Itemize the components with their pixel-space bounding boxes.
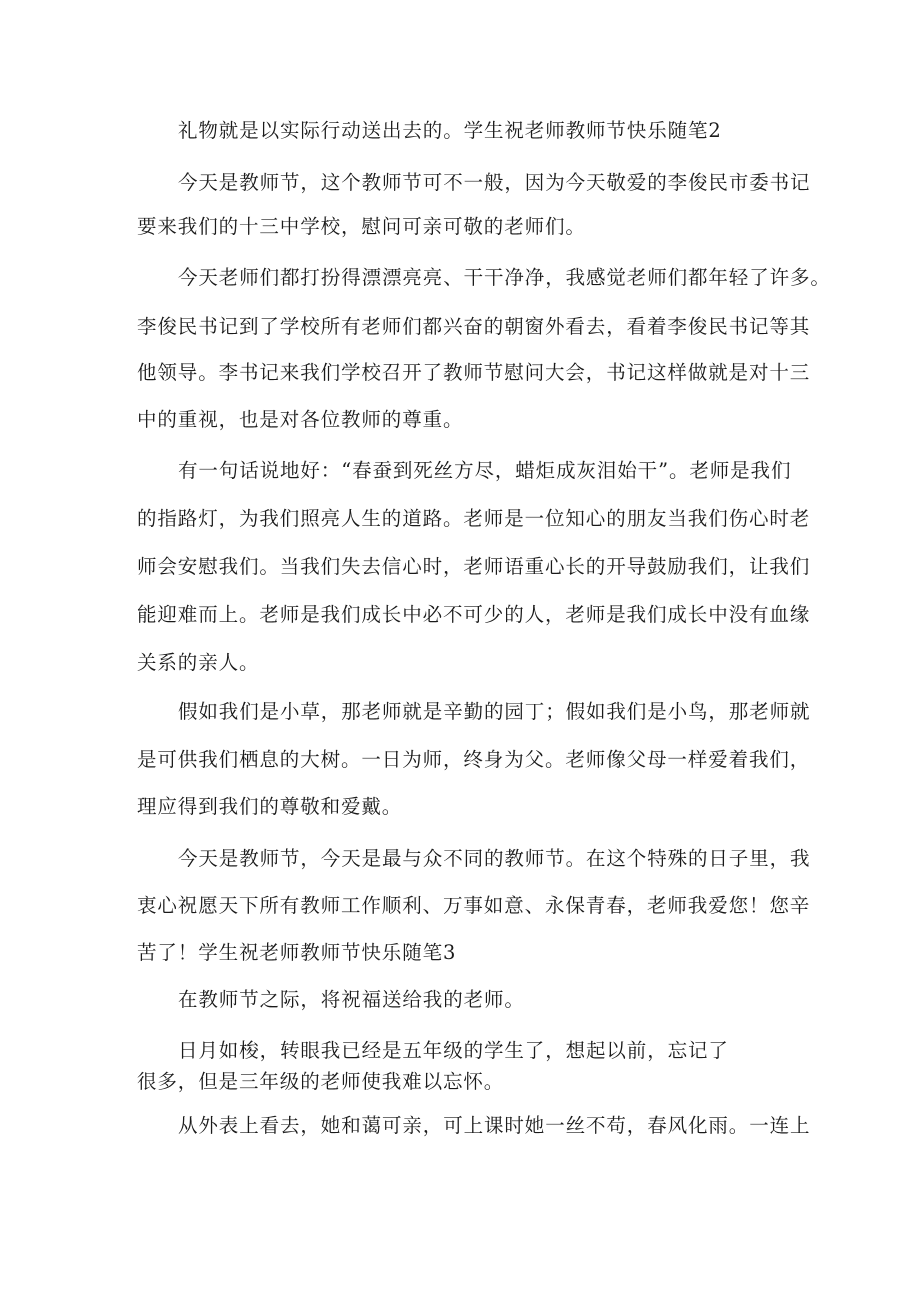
text-line: 今天是教师节，今天是最与众不同的教师节。在这个特殊的日子里，我 xyxy=(178,847,811,870)
text-line: 在教师节之际，将祝福送给我的老师。 xyxy=(178,988,525,1011)
text-line: 今天老师们都打扮得漂漂亮亮、干干净净，我感觉老师们都年轻了许多。 xyxy=(178,266,831,289)
text-line: 日月如梭，转眼我已经是五年级的学生了，想起以前，忘记了 xyxy=(178,1039,729,1062)
text-line: 李俊民书记到了学校所有老师们都兴奋的朝窗外看去，看着李俊民书记等其 xyxy=(137,315,811,338)
text-line: 的指路灯，为我们照亮人生的道路。老师是一位知心的朋友当我们伤心时老 xyxy=(137,507,811,530)
text-line: 理应得到我们的尊敬和爱戴。 xyxy=(137,795,403,818)
text-line: 能迎难而上。老师是我们成长中必不可少的人，老师是我们成长中没有血缘 xyxy=(137,603,811,626)
text-line: 礼物就是以实际行动送出去的。学生祝老师教师节快乐随笔2 xyxy=(178,119,722,142)
text-line: 今天是教师节，这个教师节可不一般，因为今天敬爱的李俊民市委书记 xyxy=(178,171,811,194)
text-line: 他领导。李书记来我们学校召开了教师节慰问大会，书记这样做就是对十三 xyxy=(137,361,811,384)
text-line: 有一句话说地好：“春蚕到死丝方尽，蜡炬成灰泪始干”。老师是我们 xyxy=(178,459,792,482)
text-line: 衷心祝愿天下所有教师工作顺利、万事如意、永保青春，老师我爱您！您辛 xyxy=(137,894,811,917)
text-line: 是可供我们栖息的大树。一日为师，终身为父。老师像父母一样爱着我们， xyxy=(137,748,811,771)
text-line: 师会安慰我们。当我们失去信心时，老师语重心长的开导鼓励我们，让我们 xyxy=(137,555,811,578)
text-line: 要来我们的十三中学校，慰问可亲可敬的老师们。 xyxy=(137,215,586,238)
text-line: 很多，但是三年级的老师使我难以忘怀。 xyxy=(137,1070,505,1093)
text-line: 从外表上看去，她和蔼可亲，可上课时她一丝不苟，春风化雨。一连上 xyxy=(178,1114,811,1137)
text-line: 中的重视，也是对各位教师的尊重。 xyxy=(137,408,464,431)
text-line: 假如我们是小草，那老师就是辛勤的园丁；假如我们是小鸟，那老师就 xyxy=(178,700,811,723)
text-line: 关系的亲人。 xyxy=(137,651,260,674)
text-line: 苦了！学生祝老师教师节快乐随笔3 xyxy=(137,941,457,964)
